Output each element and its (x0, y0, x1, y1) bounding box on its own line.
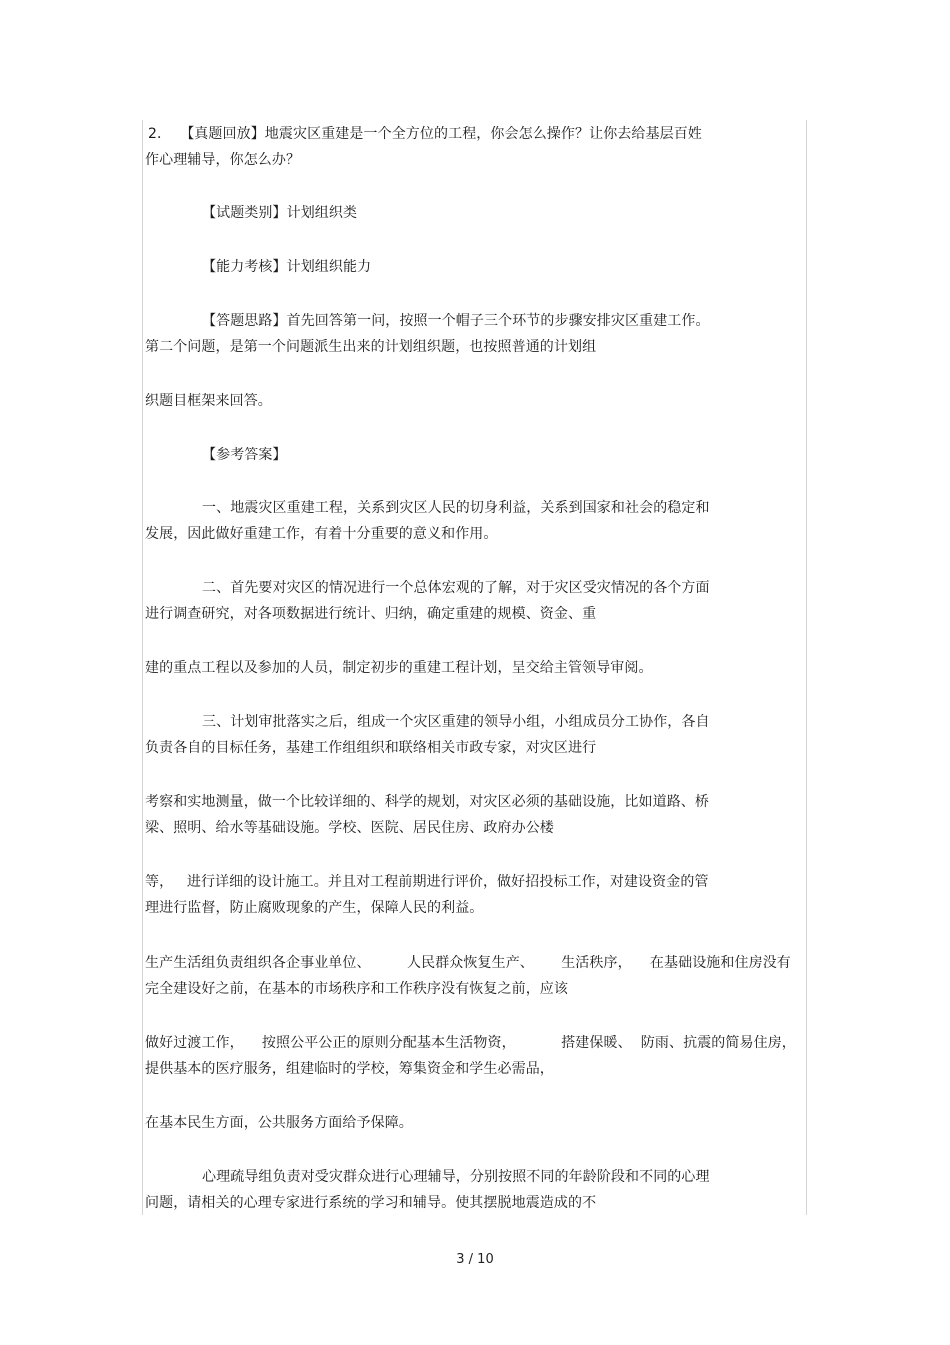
answer-p4-line-4: 提供基本的医疗服务，组建临时的学校，筹集资金和学生必需品， (145, 1061, 554, 1077)
question-line-2: 作心理辅导，你怎么办？ (145, 152, 301, 168)
answer-p5-line-2: 问题，请相关的心理专家进行系统的学习和辅导。使其摆脱地震造成的不 (145, 1195, 597, 1211)
answer-p5-line-1: 心理疏导组负责对受灾群众进行心理辅导，分别按照不同的年龄阶段和不同的心理 (202, 1169, 710, 1185)
answer-p2-line-3: 建的重点工程以及参加的人员，制定初步的重建工程计划，呈交给主管领导审阅。 (145, 660, 653, 676)
answer-p4-line-2: 完全建设好之前，在基本的市场秩序和工作秩序没有恢复之前，应该 (145, 981, 568, 997)
answer-p3-line-2: 负责各自的目标任务，基建工作组组织和联络相关市政专家，对灾区进行 (145, 740, 597, 756)
ability-line: 【能力考核】计划组织能力 (202, 259, 372, 275)
page-left-rule (142, 120, 143, 1215)
question-line-1: 2． 【真题回放】地震灾区重建是一个全方位的工程，你会怎么操作？让你去给基层百姓 (148, 126, 702, 142)
answer-p3-line-1: 三、计划审批落实之后，组成一个灾区重建的领导小组，小组成员分工协作，各自 (202, 714, 710, 730)
page-number: 3 / 10 (456, 1252, 494, 1267)
answer-p3-line-4: 梁、照明、给水等基础设施。学校、医院、居民住房、政府办公楼 (145, 820, 554, 836)
category-line: 【试题类别】计划组织类 (202, 205, 358, 221)
approach-line-1: 【答题思路】首先回答第一问，按照一个帽子三个环节的步骤安排灾区重建工作。 (202, 313, 710, 329)
answer-p3-line-3: 考察和实地测量，做一个比较详细的、科学的规划，对灾区必须的基础设施，比如道路、桥 (145, 794, 709, 810)
approach-line-3: 织题目框架来回答。 (145, 393, 272, 409)
answer-p3-line-6: 理进行监督，防止腐败现象的产生，保障人民的利益。 (145, 900, 484, 916)
answer-p2-line-1: 二、首先要对灾区的情况进行一个总体宏观的了解，对于灾区受灾情况的各个方面 (202, 580, 710, 596)
answer-p1-line-2: 发展，因此做好重建工作，有着十分重要的意义和作用。 (145, 526, 498, 542)
answer-p4-line-3: 做好过渡工作， 按照公平公正的原则分配基本生活物资， 搭建保暖、 防雨、抗震的简易住房， (145, 1035, 796, 1051)
answer-p4-line-1: 生产生活组负责组织各企事业单位、 人民群众恢复生产、 生活秩序， 在基础设施和住房没有 (145, 955, 791, 971)
answer-p1-line-1: 一、地震灾区重建工程，关系到灾区人民的切身利益，关系到国家和社会的稳定和 (202, 500, 710, 516)
page-right-rule (806, 120, 807, 1215)
answer-p3-line-5: 等， 进行详细的设计施工。并且对工程前期进行评价，做好招投标工作，对建设资金的管 (145, 874, 709, 890)
answer-heading: 【参考答案】 (202, 447, 287, 463)
approach-line-2: 第二个问题，是第一个问题派生出来的计划组织题，也按照普通的计划组 (145, 339, 597, 355)
answer-p2-line-2: 进行调查研究，对各项数据进行统计、归纳，确定重建的规模、资金、重 (145, 606, 597, 622)
answer-p4-line-5: 在基本民生方面，公共服务方面给予保障。 (145, 1115, 413, 1131)
